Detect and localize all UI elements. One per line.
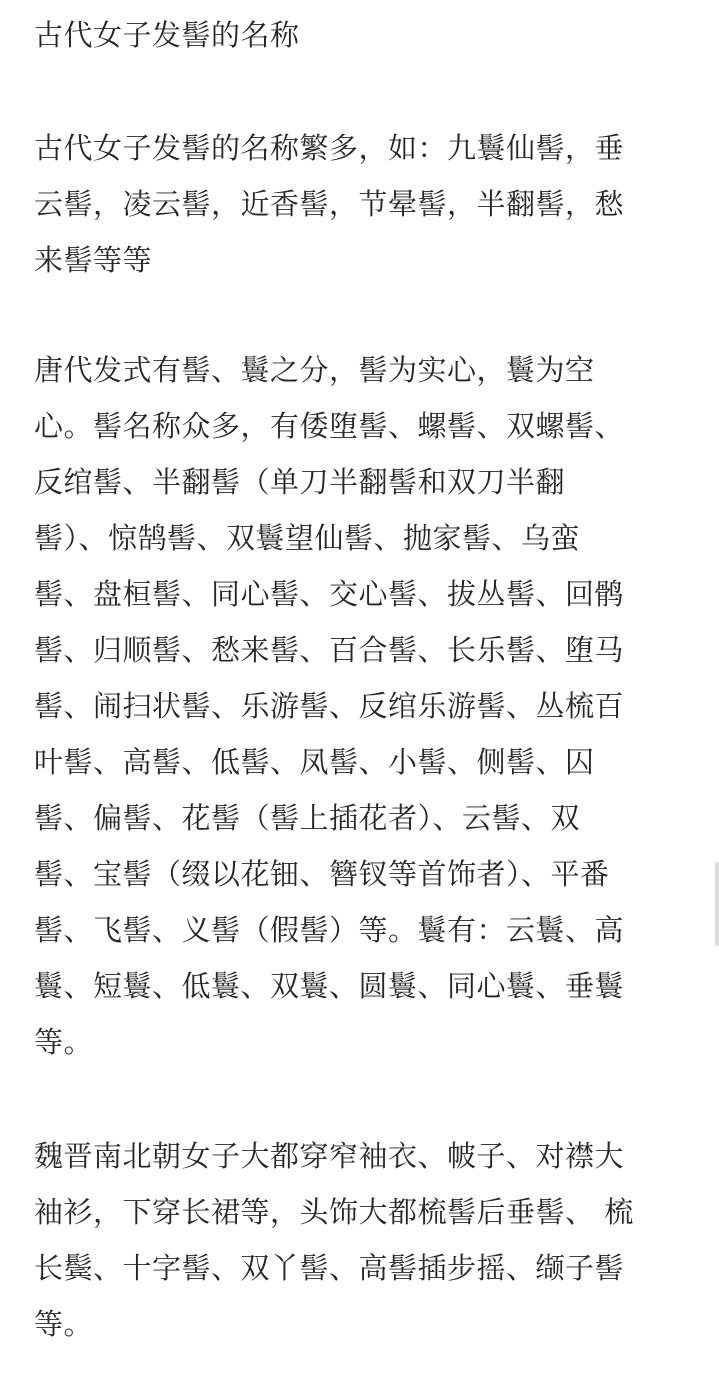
paragraph-line: 长鬓、十字髻、双丫髻、高髻插步摇、缬子髻 [34, 1251, 625, 1285]
paragraph-line: 髻、飞髻、义髻（假髻）等。鬟有：云鬟、高 [34, 913, 625, 947]
paragraph-line: 鬟、短鬟、低鬟、双鬟、圆鬟、同心鬟、垂鬟 [34, 969, 625, 1003]
paragraph-line: 来髻等等 [34, 243, 153, 277]
paragraph-tang-dynasty-styles [34, 342, 624, 1070]
article-title: 古代女子发髻的名称 [34, 18, 300, 52]
paragraph-wei-jin-styles [34, 1128, 634, 1352]
paragraph-line: 髻、偏髻、花髻（髻上插花者）、云髻、双 [34, 801, 581, 835]
paragraph-line: 髻）、惊鹄髻、双鬟望仙髻、抛家髻、乌蛮 [34, 521, 581, 555]
paragraph-line: 髻、宝髻（缀以花钿、簪钗等首饰者）、平番 [34, 857, 610, 891]
paragraph-line: 髻、盘桓髻、同心髻、交心髻、拔丛髻、回鹘 [34, 577, 625, 611]
paragraph-line: 古代女子发髻的名称繁多，如：九鬟仙髻，垂 [34, 131, 625, 165]
paragraph-line: 心。髻名称众多，有倭堕髻、螺髻、双螺髻、 [34, 409, 625, 443]
scrollbar-thumb[interactable] [715, 862, 719, 946]
paragraph-line: 云髻，凌云髻，近香髻，节晕髻，半翻髻，愁 [34, 187, 625, 221]
paragraph-hair-bun-names [34, 120, 624, 288]
paragraph-line: 等。 [34, 1025, 94, 1059]
paragraph-line: 袖衫，下穿长裙等，头饰大都梳髻后垂髻、 梳 [34, 1195, 634, 1229]
paragraph-line: 反绾髻、半翻髻（单刀半翻髻和双刀半翻 [34, 465, 566, 499]
paragraph-line: 唐代发式有髻、鬟之分，髻为实心，鬟为空 [34, 353, 595, 387]
paragraph-line: 魏晋南北朝女子大都穿窄袖衣、帔子、对襟大 [34, 1139, 625, 1173]
paragraph-line: 髻、归顺髻、愁来髻、百合髻、长乐髻、堕马 [34, 633, 625, 667]
paragraph-line: 髻、闹扫状髻、乐游髻、反绾乐游髻、丛梳百 [34, 689, 625, 723]
paragraph-line: 叶髻、高髻、低髻、凤髻、小髻、侧髻、囚 [34, 745, 595, 779]
paragraph-line: 等。 [34, 1307, 94, 1341]
